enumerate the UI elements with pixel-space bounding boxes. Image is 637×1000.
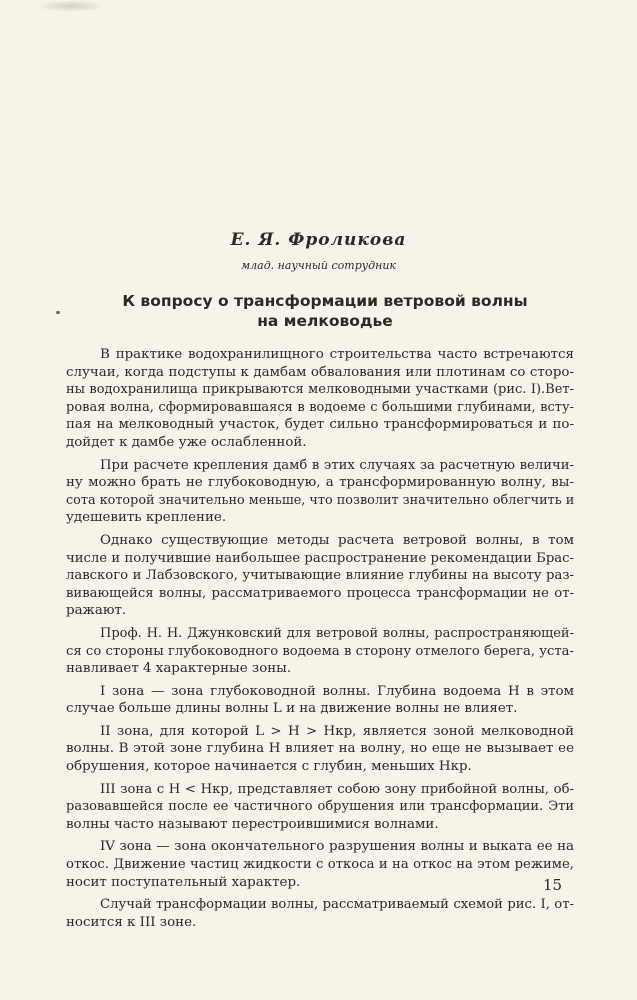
- text-line: ся со стороны глубоководного водоема в сторону отмелого берега, уста-: [66, 643, 574, 659]
- paragraph-1: [66, 346, 574, 452]
- text-line: В практике водохранилищного строительства часто встречаются: [100, 347, 574, 362]
- paper-stain: [36, 0, 106, 12]
- text-line: числе и получившие наибольшее распространение рекомендации Брас-: [66, 550, 574, 566]
- text-line: удешевить крепление.: [66, 510, 227, 526]
- article-title: [80, 291, 570, 331]
- text-line: пая на мелководный участок, будет сильно трансформироваться и по-: [66, 417, 574, 433]
- ink-speck: [56, 311, 60, 314]
- text-line: лавского и Лабзовского, учитывающие влияние глубины на высоту раз-: [66, 568, 574, 584]
- text-line: дойдет к дамбе уже ослабленной.: [66, 434, 307, 450]
- text-line: I зона — зона глубоководной волны. Глубина водоема Н в этом: [100, 683, 574, 699]
- title-line-2: на мелководье: [257, 312, 393, 330]
- text-line: откос. Движение частиц жидкости с откоса и на откос на этом режиме,: [66, 857, 574, 873]
- paragraph-3: [66, 532, 574, 620]
- paragraph-9: [66, 896, 574, 931]
- author-position: млад. научный сотрудник: [241, 259, 396, 272]
- text-line: навливает 4 характерные зоны.: [66, 661, 292, 677]
- text-line: случае больше длины волны L и на движение волны не влияет.: [66, 701, 518, 717]
- text-line: Однако существующие методы расчета ветровой волны, в том: [100, 532, 574, 548]
- text-line: сота которой значительно меньше, что позволит значительно облегчить и: [66, 492, 575, 508]
- text-line: вивающейся волны, рассматриваемого процесса трансформации не от-: [66, 585, 574, 601]
- text-line: носит поступательный характер.: [66, 874, 301, 890]
- text-line: обрушения, которое начинается с глубин, меньших Hкр.: [66, 759, 472, 775]
- text-line: ны водохранилища прикрываются мелководными участками (рис. I).Вет-: [66, 382, 574, 398]
- author-name: Е. Я. Фроликова: [230, 230, 407, 250]
- text-line: Случай трансформации волны, рассматриваемый схемой рис. I, от-: [100, 897, 574, 913]
- text-line: II зона, для которой L > Н > Hкр, является зоной мелководной: [100, 723, 574, 739]
- text-line: При расчете крепления дамб в этих случаях за расчетную величи-: [100, 457, 574, 473]
- text-line: случаи, когда подступы к дамбам обвалования или плотинам со сторо-: [66, 364, 574, 380]
- paragraph-2: [66, 457, 574, 527]
- text-line: волны часто называют перестроившимися волнами.: [66, 816, 439, 832]
- text-line: ну можно брать не глубоководную, а трансформированную волну, вы-: [66, 475, 574, 491]
- page-number: 15: [543, 876, 563, 894]
- text-line: ровая волна, сформировавшаяся в водоеме с большими глубинами, всту-: [66, 399, 574, 415]
- text-line: разовавшейся после ее частичного обрушения или трансформации. Эти: [66, 799, 574, 815]
- paragraph-6: [66, 723, 574, 776]
- paragraph-7: [66, 781, 574, 834]
- article-body: [66, 346, 574, 931]
- text-line: IV зона — зона окончательного разрушения волны и выката ее на: [100, 839, 574, 855]
- title-line-1: К вопросу о трансформации ветровой волны: [122, 292, 528, 310]
- text-line: ражают.: [66, 603, 127, 619]
- text-line: III зона с Н < Hкр, представляет собою зону прибойной волны, об-: [100, 781, 574, 797]
- text-line: носится к III зоне.: [66, 914, 197, 930]
- paragraph-4: [66, 625, 574, 678]
- paragraph-8: [66, 838, 574, 891]
- text-line: Проф. Н. Н. Джунковский для ветровой волны, распространяющей-: [100, 625, 574, 641]
- paragraph-5: [66, 683, 574, 718]
- text-line: волны. В этой зоне глубина Н влияет на волну, но еще не вызывает ее: [66, 741, 574, 757]
